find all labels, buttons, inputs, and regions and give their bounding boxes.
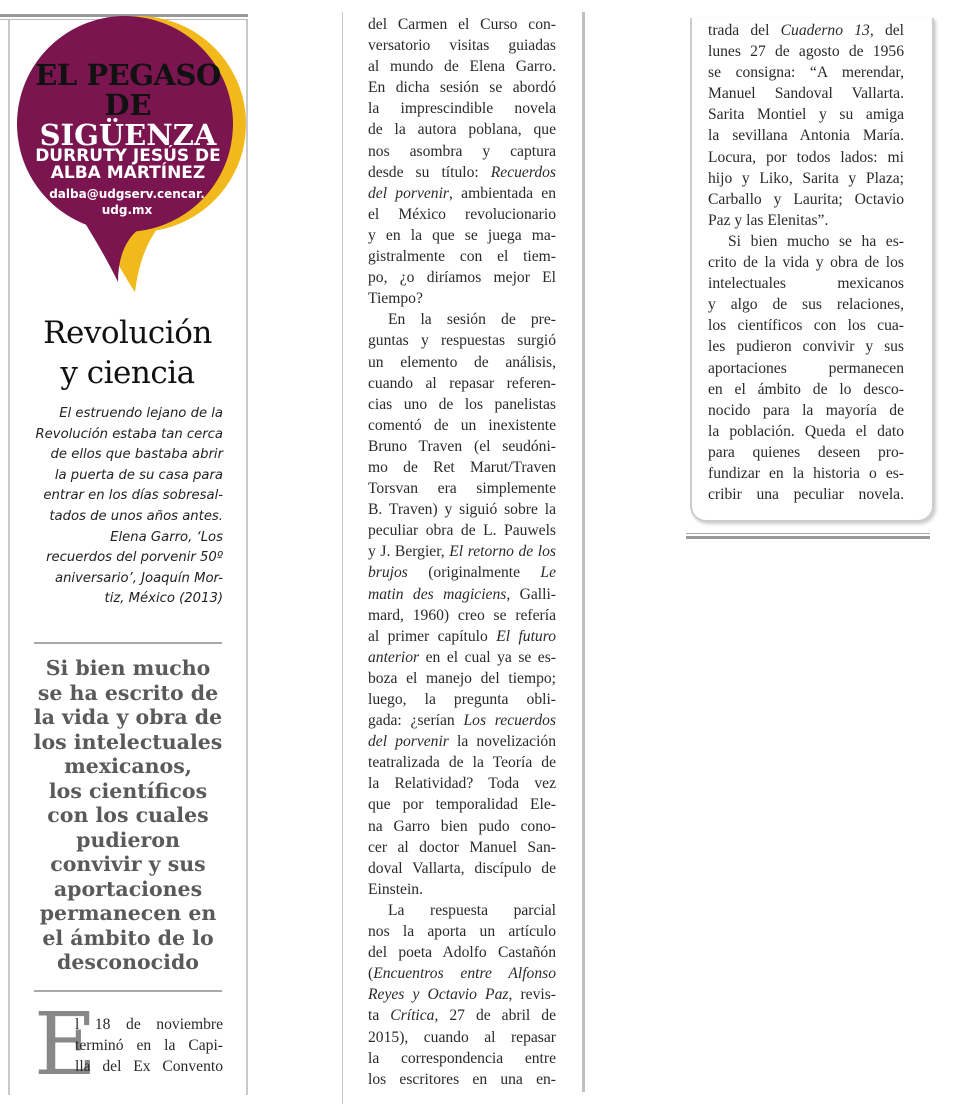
text-line: matin des magiciens, Galli- [368, 585, 556, 603]
column-name-de: DE [104, 88, 152, 122]
text-line: Bruno Traven (el seudóni- [368, 437, 556, 455]
text-line: Manuel Sandoval Vallarta. [708, 85, 904, 103]
text-line: anterior en el cual ya se es- [368, 648, 556, 666]
middle-column-text [368, 14, 556, 1090]
text-line: y en la que se juega ma- [368, 226, 556, 244]
text-line: los escritores en una en- [368, 1070, 556, 1088]
lead-paragraph [75, 1014, 223, 1077]
text-line: gada: ¿serían Los recuerdos [368, 712, 556, 730]
pull-line: aportaciones [53, 876, 203, 901]
text-line: la Relatividad? Toda vez [368, 775, 556, 793]
text-line: mard, 1960) creo se refería [368, 606, 556, 624]
text-line: gistralmente con el tiem- [368, 248, 556, 266]
text-line: la sevillana Antonia María. [708, 127, 904, 145]
text-line: nos la aporta un artículo [368, 923, 556, 941]
bottom-double-rule-thick [686, 536, 930, 539]
text-line: po, ¿o diríamos mejor El [368, 269, 556, 287]
text-line: trada del Cuaderno 13, del [708, 22, 904, 39]
pull-line: mexicanos, [64, 754, 192, 778]
column-name-place: SIGÜENZA [39, 118, 217, 152]
text-line: versatorio visitas guiadas [368, 37, 556, 55]
text-line: brujos (originalmente Le [368, 564, 556, 582]
text-line: al mundo de Elena Garro. [368, 58, 556, 76]
author-line-1: DURRUTY JESÚS DE [35, 146, 221, 166]
text-line: en el ámbito de lo desco- [708, 380, 904, 398]
column-divider [342, 12, 343, 1104]
email-line-1: dalba@udgserv.cencar. [49, 187, 205, 201]
text-line: que por temporalidad Ele- [368, 796, 556, 814]
text-line: desde su título: Recuerdos [368, 163, 556, 181]
text-line: la población. Queda el dato [708, 422, 904, 440]
text-line: se consigna: “A merendar, [708, 64, 904, 82]
text-line: lunes 27 de agosto de 1956 [708, 43, 904, 61]
text-line: y algo de sus relaciones, [708, 296, 904, 314]
epigraph-line: Revolución estaba tan cerca [35, 426, 223, 442]
text-line: del porvenir la novelización [368, 733, 557, 751]
text-line: al primer capítulo El futuro [368, 627, 556, 645]
text-line: guntas y respuestas surgió [368, 332, 556, 350]
text-line: los científicos con los cua- [708, 317, 904, 335]
epigraph-line: tiz, México (2013) [104, 591, 223, 607]
text-line: En la sesión de pre- [388, 311, 556, 329]
bottom-double-rule [686, 533, 930, 534]
text-line: del porvenir, ambientada en [368, 184, 556, 202]
right-column-text [708, 20, 904, 505]
text-line: mo de Ret Marut/Traven [368, 458, 556, 476]
text-line: intelectuales mexicanos [708, 275, 904, 293]
text-line: na Garro bien pudo cono- [368, 817, 556, 835]
pull-line: con los cuales [47, 803, 209, 827]
text-line: comentó de un inexistente [368, 416, 556, 434]
pull-line: el ámbito de lo [42, 925, 214, 950]
pull-line: los intelectuales [33, 729, 223, 754]
lead-line: lla del Ex Convento [75, 1058, 223, 1076]
author-name [0, 148, 256, 182]
text-line: un elemento de análisis, [368, 353, 556, 371]
text-line: y J. Bergier, El retorno de los [368, 543, 556, 561]
text-line: B. Traven) y siguió sobre la [368, 501, 556, 519]
text-line: hijo y Liko, Sarita y Plaza; [708, 169, 904, 187]
text-line: boza el manejo del tiempo; [368, 669, 556, 687]
text-line: el México revolucionario [368, 205, 556, 223]
text-line: La respuesta parcial [388, 901, 556, 919]
text-line: nocido para la mayoría de [708, 401, 904, 419]
column-divider-thick [582, 12, 585, 1092]
text-line: cuando al repasar referen- [368, 374, 556, 392]
epigraph-line: entrar en los días sobresal- [43, 488, 223, 504]
text-line: del Carmen el Curso con- [368, 16, 556, 33]
text-line: cribir una peculiar novela. [708, 486, 904, 504]
divider-rule [34, 990, 222, 992]
text-line: Locura, por todos lados: mi [708, 148, 904, 166]
epigraph-line: de ellos que bastaba abrir [50, 447, 223, 463]
text-line: de la autora poblana, que [368, 121, 556, 139]
pull-line: desconocido [57, 950, 199, 974]
pull-line: Si bien mucho [45, 656, 211, 680]
pull-line: permanecen en [39, 901, 217, 925]
epigraph-line: aniversario’, Joaquín Mor- [54, 570, 223, 586]
epigraph-line: la puerta de su casa para [54, 467, 223, 483]
epigraph-line: recuerdos del porvenir 50º [46, 550, 223, 566]
author-email[interactable] [0, 186, 254, 218]
text-line: Sarita Montiel y su amiga [708, 106, 904, 124]
article-title [20, 313, 235, 393]
pull-line: los científicos [48, 778, 208, 803]
lead-line: l 18 de noviembre [75, 1016, 223, 1033]
pull-line: pudieron [76, 827, 180, 852]
pull-line: la vida y obra de [33, 705, 223, 729]
text-line: crito de la vida y obra de los [708, 254, 904, 272]
text-line: del poeta Adolfo Castañón [368, 944, 556, 962]
author-line-2: ALBA MARTÍNEZ [50, 163, 206, 183]
text-line: la imprescindible novela [368, 100, 556, 118]
text-line: luego, la pregunta obli- [368, 691, 556, 708]
epigraph-line: Elena Garro, ‘Los [110, 529, 223, 545]
text-line: la correspondencia entre [368, 1049, 556, 1067]
text-line: Si bien mucho se ha es- [728, 232, 904, 250]
text-line: (Encuentros entre Alfonso [368, 965, 556, 983]
text-line: Torsvan era simplemente [368, 480, 556, 498]
text-line: fundizar en la historia o es- [708, 464, 904, 482]
lead-line: terminó en la Capi- [75, 1037, 223, 1055]
text-line: Reyes y Octavio Paz, revis- [368, 986, 556, 1004]
text-line: cias uno de los panelistas [368, 395, 556, 413]
text-line: aportaciones permanecen [708, 359, 904, 377]
text-line: En dicha sesión se abordó [368, 79, 556, 97]
drop-cap: E [34, 995, 97, 1095]
title-line-1: Revolución [43, 315, 212, 351]
text-line: Tiempo? [368, 290, 423, 308]
epigraph [20, 404, 223, 610]
text-line: Paz y las Elenitas”. [708, 211, 829, 229]
pull-line: se ha escrito de [37, 680, 219, 705]
text-line: peculiar obra de L. Pauwels [368, 522, 556, 540]
text-line: ta Crítica, 27 de abril de [368, 1007, 556, 1025]
text-line: Carballo y Laurita; Octavio [708, 190, 904, 208]
text-line: cer al doctor Manuel San- [368, 838, 556, 856]
divider-rule [34, 642, 222, 644]
column-logo [0, 0, 250, 300]
epigraph-line: tados de unos años antes. [49, 508, 223, 524]
pull-quote [22, 656, 234, 975]
column-name: EL PEGASO [35, 58, 221, 92]
pull-line: convivir y sus [50, 852, 206, 876]
title-line-2: y ciencia [60, 355, 195, 391]
text-line: para quienes deseen pro- [708, 443, 904, 461]
text-line: 2015), cuando al repasar [368, 1028, 556, 1046]
text-line: les pudieron convivir y sus [708, 338, 904, 356]
text-line: teatralizada de la Teoría de [368, 754, 556, 772]
text-line: nos asombra y captura [368, 142, 556, 160]
email-line-2: udg.mx [101, 203, 153, 217]
epigraph-line: El estruendo lejano de la [59, 406, 223, 421]
text-line: doval Vallarta, discípulo de [368, 859, 556, 877]
text-line: Einstein. [368, 880, 424, 898]
